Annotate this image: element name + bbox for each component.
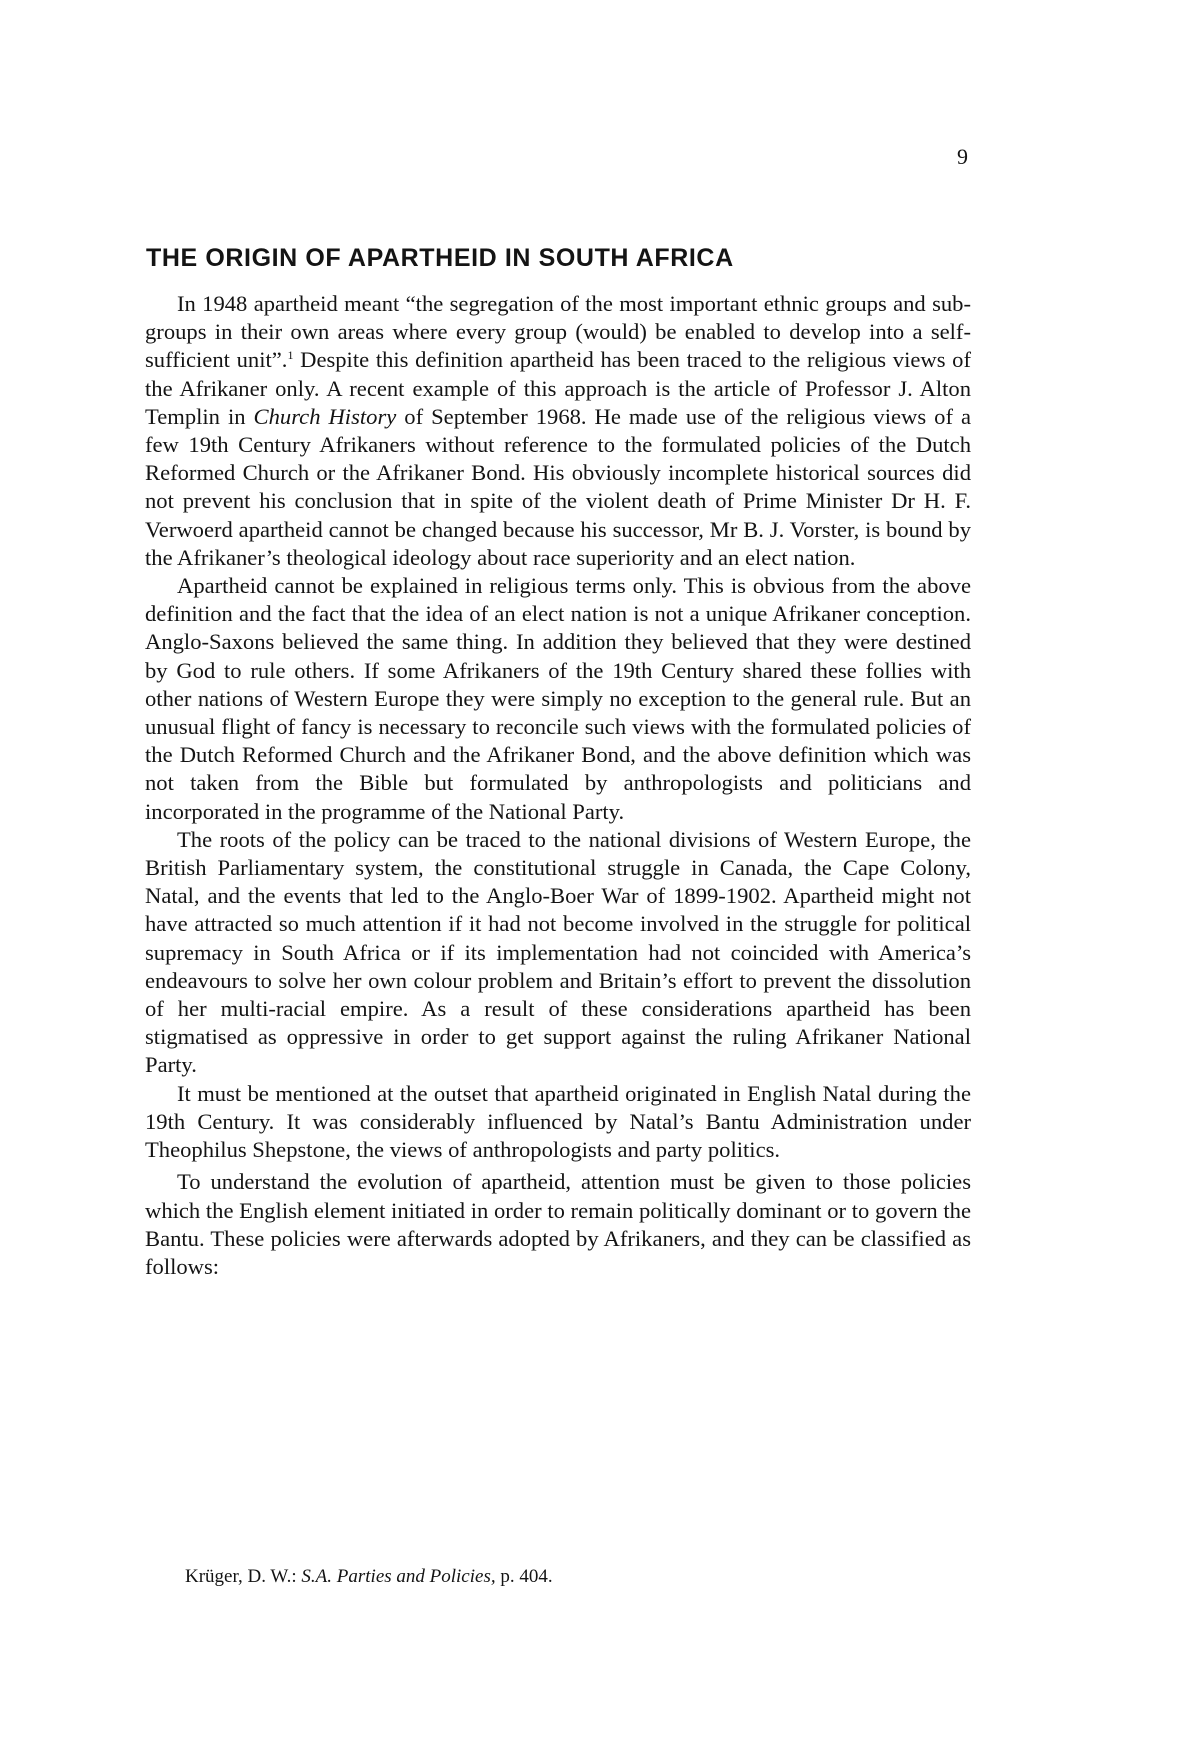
paragraph-1-text-a: In 1948 apartheid meant “the segregation of the most important ethnic groups and sub-groups in their own areas where every group (would) be enabled to develop into a self-sufficient unit”. — [145, 291, 971, 373]
footnote-author: Krüger, D. W.: — [185, 1566, 302, 1587]
paragraph-2 — [145, 572, 971, 826]
journal-title: Church History — [253, 403, 397, 429]
page-heading: THE ORIGIN OF APARTHEID IN SOUTH AFRICA — [146, 244, 734, 272]
paragraph-5-text: To understand the evolution of apartheid, attention must be given to those policies which the English element initiated in order to remain politically dominant or to govern the Bantu. These policies were afterwards adopted by Afrikaners, and they can be classified as follows: — [145, 1169, 971, 1279]
paragraph-4-text: It must be mentioned at the outset that apartheid originated in English Natal during the 19th Century. It was considerably influenced by Natal’s Bantu Administration under Theophilus Shepstone, the views of anthropologists and party politics. — [145, 1080, 971, 1163]
footnote-page: p. 404. — [495, 1566, 553, 1587]
paragraph-5 — [145, 1168, 971, 1281]
body-text — [145, 290, 971, 1281]
paragraph-1-text-b: Despite this definition apartheid has been traced to the religious views of the Afrikaner only. A recent example of this approach is the article of Professor J. Alton Templin in — [145, 347, 971, 429]
paragraph-2-text: Apartheid cannot be explained in religious terms only. This is obvious from the above definition and the fact that the idea of an elect nation is not a unique Afrikaner conception. Anglo-Saxons believed the same thing. In addition they believed that they were destined by God to rule others. If some Afrikaners of the 19th Century shared these follies with other nations of Western Europe they were simply no exception to the general rule. But an unusual flight of fancy is necessary to reconcile such views with the formulated policies of the Dutch Reformed Church and the Afrikaner Bond, and the above definition which was not taken from the Bible but formulated by anthropologists and politicians and incorporated in the programme of the National Party. — [145, 573, 971, 824]
paragraph-4 — [145, 1080, 971, 1165]
paragraph-1-text-c: of September 1968. He made use of the religious views of a few 19th Century Afrikaners without reference to the formulated policies of the Dutch Reformed Church or the Afrikaner Bond. His obviously incomplete historical sources did not prevent his conclusion that in spite of the violent death of Prime Minister Dr H. F. Verwoerd apartheid cannot be changed because his successor, Mr B. J. Vorster, is bound by the Afrikaner’s theological ideology about race superiority and an elect nation. — [145, 403, 971, 570]
paragraph-1 — [145, 290, 971, 572]
footnote-reference: 1 — [287, 348, 294, 363]
paragraph-3-text: The roots of the policy can be traced to the national divisions of Western Europe, the British Parliamentary system, the constitutional struggle in Canada, the Cape Colony, Natal, and the events that led to the Anglo-Boer War of 1899-1902. Apartheid might not have attracted so much attention if it had not become involved in the struggle for political supremacy in South Africa or if its implementation had not coincided with America’s endeavours to solve her own colour problem and Britain’s effort to prevent the dissolution of her multi-racial empire. As a result of these considerations apartheid has been stigmatised as oppressive in order to get support against the ruling Afrikaner National Party. — [145, 826, 971, 1078]
footnote-source-title: S.A. Parties and Policies, — [301, 1566, 496, 1587]
page-number: 9 — [957, 144, 968, 169]
footnote — [185, 1566, 553, 1588]
paragraph-3 — [145, 826, 971, 1080]
